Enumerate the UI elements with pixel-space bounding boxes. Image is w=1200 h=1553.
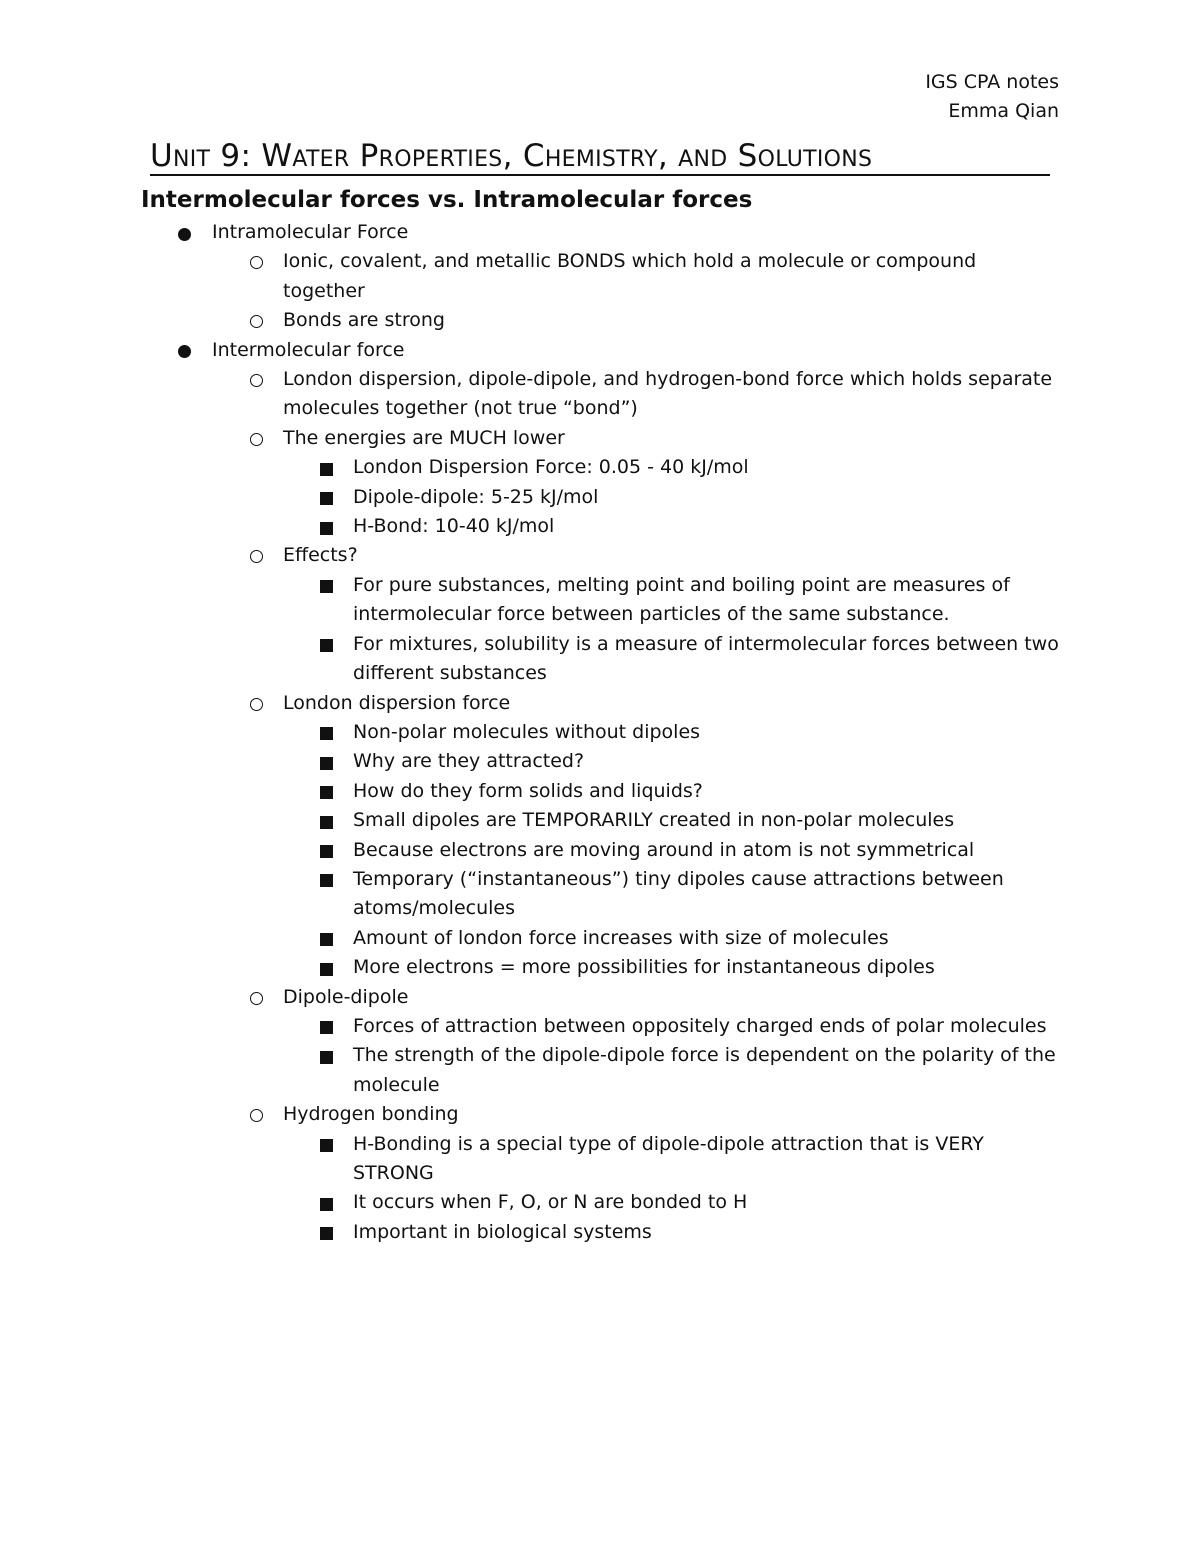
outline-item-text: Important in biological systems — [353, 1220, 652, 1243]
bullet-marker — [314, 1130, 338, 1159]
outline-item-level-2 — [0, 365, 1200, 424]
outline-item-level-3 — [0, 718, 1200, 747]
bullet-marker — [314, 865, 338, 894]
bullet-marker — [314, 453, 338, 482]
course-label: IGS CPA notes — [925, 71, 1059, 93]
outline-item-text: The energies are MUCH lower — [283, 426, 565, 449]
bullet-marker — [244, 365, 268, 394]
square-bullet-icon — [320, 639, 333, 652]
outline-item-text: Why are they attracted? — [353, 750, 585, 773]
bullet-marker — [314, 1041, 338, 1070]
bullet-marker — [244, 424, 268, 453]
author-name: Emma Qian — [948, 100, 1059, 122]
outline-item-text: How do they form solids and liquids? — [353, 779, 703, 802]
section-heading: Intermolecular forces vs. Intramolecular forces — [141, 187, 753, 213]
square-bullet-icon — [320, 492, 333, 505]
hollow-circle-bullet-icon — [250, 1109, 263, 1122]
unit-title: Unit 9: Water Properties, Chemistry, and Solutions — [150, 138, 1050, 176]
bullet-marker — [314, 512, 338, 541]
outline-item-level-3 — [0, 1041, 1200, 1100]
hollow-circle-bullet-icon — [250, 698, 263, 711]
hollow-circle-bullet-icon — [250, 550, 263, 563]
outline-item-level-3 — [0, 1130, 1200, 1189]
bullet-marker — [314, 777, 338, 806]
outline-item-level-2 — [0, 306, 1200, 335]
outline-item-level-2 — [0, 689, 1200, 718]
outline-item-level-2 — [0, 424, 1200, 453]
outline-item-level-3 — [0, 1012, 1200, 1041]
square-bullet-icon — [320, 1051, 333, 1064]
outline-item-level-3 — [0, 806, 1200, 835]
bullet-marker — [314, 1188, 338, 1217]
bullet-marker — [244, 1100, 268, 1129]
document-header — [925, 68, 1059, 126]
bullet-marker — [314, 1218, 338, 1247]
square-bullet-icon — [320, 786, 333, 799]
bullet-marker — [244, 306, 268, 335]
bullet-marker — [314, 630, 338, 659]
notes-outline — [0, 218, 1200, 1247]
outline-item-text: Temporary (“instantaneous”) tiny dipoles cause attractions between atoms/molecules — [353, 867, 1004, 920]
outline-item-level-2 — [0, 541, 1200, 570]
bullet-marker — [172, 336, 196, 365]
outline-item-text: London Dispersion Force: 0.05 - 40 kJ/mol — [353, 456, 749, 479]
hollow-circle-bullet-icon — [250, 992, 263, 1005]
outline-item-level-3 — [0, 747, 1200, 776]
square-bullet-icon — [320, 933, 333, 946]
outline-item-level-3 — [0, 865, 1200, 924]
square-bullet-icon — [320, 1139, 333, 1152]
bullet-marker — [244, 689, 268, 718]
outline-item-level-3 — [0, 953, 1200, 982]
square-bullet-icon — [320, 463, 333, 476]
outline-item-text: Because electrons are moving around in atom is not symmetrical — [353, 838, 975, 861]
outline-item-text: H-Bonding is a special type of dipole-dipole attraction that is VERY STRONG — [353, 1132, 984, 1184]
outline-item-text: Dipole-dipole: 5-25 kJ/mol — [353, 485, 599, 508]
outline-item-text: Amount of london force increases with size of molecules — [353, 926, 889, 949]
square-bullet-icon — [320, 845, 333, 858]
hollow-circle-bullet-icon — [250, 315, 263, 328]
outline-item-level-3 — [0, 777, 1200, 806]
outline-item-text: Dipole-dipole — [283, 985, 409, 1008]
hollow-circle-bullet-icon — [250, 374, 263, 387]
outline-item-level-3 — [0, 836, 1200, 865]
outline-item-level-2 — [0, 983, 1200, 1012]
square-bullet-icon — [320, 963, 333, 976]
bullet-marker — [314, 571, 338, 600]
outline-item-text: Hydrogen bonding — [283, 1103, 459, 1126]
bullet-marker — [314, 1012, 338, 1041]
outline-item-level-2 — [0, 1100, 1200, 1129]
filled-circle-bullet-icon — [178, 345, 191, 358]
bullet-marker — [314, 483, 338, 512]
outline-item-text: For mixtures, solubility is a measure of intermolecular forces between two different substances — [353, 632, 1059, 685]
outline-item-level-3 — [0, 1218, 1200, 1247]
outline-item-text: More electrons = more possibilities for instantaneous dipoles — [353, 956, 935, 979]
outline-item-level-2 — [0, 247, 1200, 306]
filled-circle-bullet-icon — [178, 228, 191, 241]
outline-item-level-3 — [0, 512, 1200, 541]
bullet-marker — [314, 836, 338, 865]
square-bullet-icon — [320, 727, 333, 740]
bullet-marker — [314, 953, 338, 982]
outline-item-level-3 — [0, 571, 1200, 630]
outline-item-level-3 — [0, 1188, 1200, 1217]
outline-item-level-3 — [0, 924, 1200, 953]
outline-item-text: London dispersion force — [283, 691, 511, 714]
outline-item-text: For pure substances, melting point and boiling point are measures of intermolecular force between particles of the same substance. — [353, 573, 1010, 626]
square-bullet-icon — [320, 522, 333, 535]
outline-item-level-3 — [0, 630, 1200, 689]
outline-item-text: Non-polar molecules without dipoles — [353, 720, 701, 743]
square-bullet-icon — [320, 874, 333, 887]
hollow-circle-bullet-icon — [250, 433, 263, 446]
square-bullet-icon — [320, 1198, 333, 1211]
outline-item-text: Effects? — [283, 544, 358, 567]
bullet-marker — [244, 541, 268, 570]
outline-item-text: Bonds are strong — [283, 309, 445, 332]
outline-item-text: Ionic, covalent, and metallic BONDS which hold a molecule or compound together — [283, 250, 977, 302]
outline-item-text: H-Bond: 10-40 kJ/mol — [353, 515, 555, 538]
outline-item-text: Small dipoles are TEMPORARILY created in non-polar molecules — [353, 809, 955, 832]
square-bullet-icon — [320, 580, 333, 593]
outline-item-level-1 — [0, 218, 1200, 247]
square-bullet-icon — [320, 816, 333, 829]
bullet-marker — [244, 983, 268, 1012]
bullet-marker — [244, 247, 268, 276]
square-bullet-icon — [320, 1021, 333, 1034]
bullet-marker — [314, 747, 338, 776]
outline-item-text: It occurs when F, O, or N are bonded to H — [353, 1191, 748, 1214]
outline-item-level-3 — [0, 453, 1200, 482]
outline-item-text: Intermolecular force — [212, 338, 405, 361]
outline-item-text: London dispersion, dipole-dipole, and hydrogen-bond force which holds separate molecules together (not true “bond”) — [283, 368, 1053, 420]
bullet-marker — [172, 218, 196, 247]
outline-item-text: Forces of attraction between oppositely charged ends of polar molecules — [353, 1014, 1047, 1037]
outline-item-level-3 — [0, 483, 1200, 512]
square-bullet-icon — [320, 1227, 333, 1240]
outline-item-text: The strength of the dipole-dipole force is dependent on the polarity of the molecule — [353, 1044, 1056, 1096]
bullet-marker — [314, 924, 338, 953]
outline-item-text: Intramolecular Force — [212, 221, 409, 243]
bullet-marker — [314, 718, 338, 747]
square-bullet-icon — [320, 757, 333, 770]
hollow-circle-bullet-icon — [250, 256, 263, 269]
outline-item-level-1 — [0, 336, 1200, 365]
bullet-marker — [314, 806, 338, 835]
